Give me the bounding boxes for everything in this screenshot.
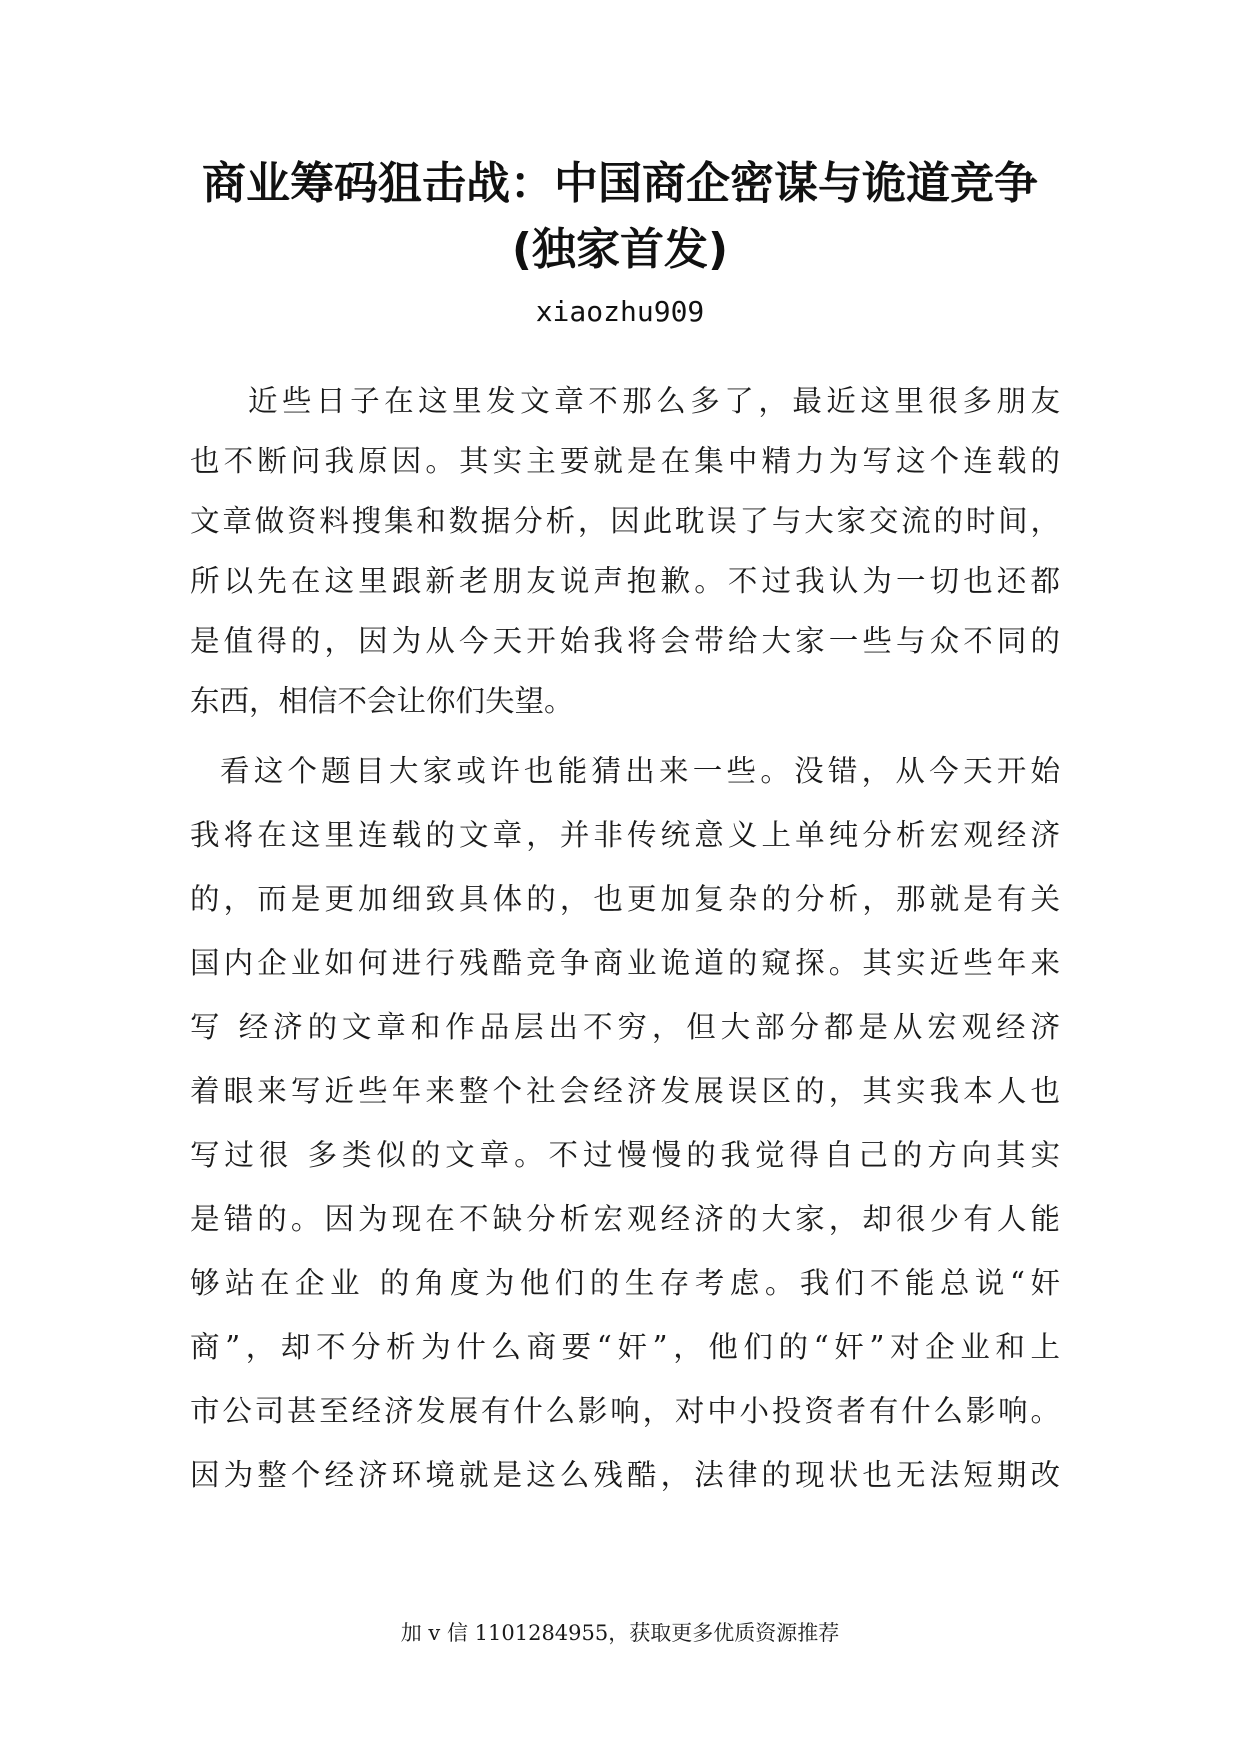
paragraph-2-line: 够站在企业 的角度为他们的生存考虑。我们不能总说“奸 — [190, 1266, 1060, 1300]
paragraph-2-line: 我将在这里连载的文章，并非传统意义上单纯分析宏观经济 — [190, 818, 1060, 852]
paragraph-1-line: 文章做资料搜集和数据分析，因此耽误了与大家交流的时间， — [190, 504, 1060, 538]
paragraph-2-line: 商”，却不分析为什么商要“奸”，他们的“奸”对企业和上 — [190, 1330, 1060, 1364]
page-footer: 加 v 信 1101284955，获取更多优质资源推荐 — [400, 1621, 840, 1645]
paragraph-2-line: 国内企业如何进行残酷竞争商业诡道的窥探。其实近些年来 — [190, 946, 1060, 980]
document-title-line-1: 商业筹码狙击战：中国商企密谋与诡道竞争 — [202, 158, 1038, 209]
paragraph-2-line: 看这个题目大家或许也能猜出来一些。没错，从今天开始 — [220, 754, 1060, 788]
paragraph-1-line: 也不断问我原因。其实主要就是在集中精力为写这个连载的 — [190, 444, 1060, 478]
paragraph-2-line: 是错的。因为现在不缺分析宏观经济的大家，却很少有人能 — [190, 1202, 1060, 1236]
paragraph-1-line: 近些日子在这里发文章不那么多了，最近这里很多朋友 — [248, 384, 1060, 418]
paragraph-1-line: 是值得的，因为从今天开始我将会带给大家一些与众不同的 — [190, 624, 1060, 658]
paragraph-1-line: 所以先在这里跟新老朋友说声抱歉。不过我认为一切也还都 — [190, 564, 1060, 598]
paragraph-2-line: 着眼来写近些年来整个社会经济发展误区的，其实我本人也 — [190, 1074, 1060, 1108]
paragraph-1-line: 东西，相信不会让你们失望。 — [190, 684, 574, 718]
paragraph-2-line: 市公司甚至经济发展有什么影响，对中小投资者有什么影响。 — [190, 1394, 1060, 1428]
paragraph-2-line: 因为整个经济环境就是这么残酷，法律的现状也无法短期改 — [190, 1458, 1060, 1492]
paragraph-2-line: 写 经济的文章和作品层出不穷，但大部分都是从宏观经济 — [190, 1010, 1060, 1044]
document-title-line-2: (独家首发) — [511, 224, 729, 275]
paragraph-2-line: 写过很 多类似的文章。不过慢慢的我觉得自己的方向其实 — [190, 1138, 1060, 1172]
paragraph-2-line: 的，而是更加细致具体的，也更加复杂的分析，那就是有关 — [190, 882, 1060, 916]
document-author: xiaozhu909 — [535, 295, 705, 328]
